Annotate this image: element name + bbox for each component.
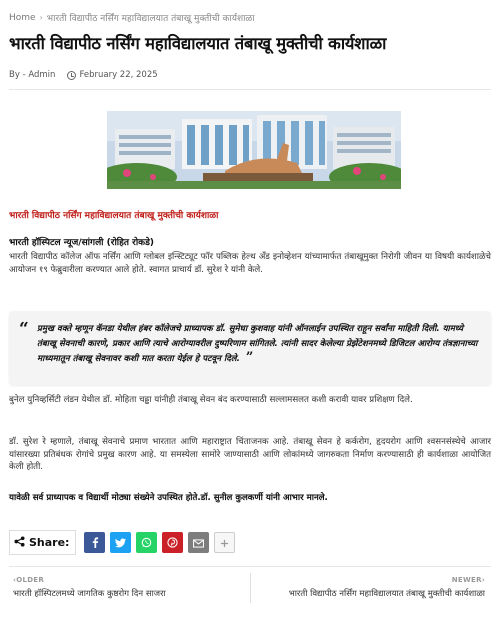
share-facebook-button[interactable] — [84, 532, 105, 553]
featured-image — [107, 111, 401, 189]
post-nav-divider — [250, 573, 251, 603]
newer-label-text: NEWER — [451, 576, 482, 584]
article-paragraph: भारती विद्यापीठ कॉलेज ऑफ नर्सिंग आणि ग्लोबल इन्स्टिट्यूट फॉर पब्लिक हेल्थ अँड इनोव्हेशन यांच्यामार्फत तंबाखूमुक्त निरोगी जीवन या विषयी कार्यशाळेचे आयोजन १९ फेब्रुवारीला करण्यात आले होते. स्वागत प्राचार्य डॉ. सुरेश रे यांनी केले. — [9, 252, 491, 275]
share-pinterest-button[interactable] — [162, 532, 183, 553]
whatsapp-icon — [141, 533, 152, 552]
share-label-box — [9, 530, 76, 555]
pinterest-icon — [167, 533, 178, 552]
chevron-right-icon: › — [39, 13, 43, 22]
article-paragraph: डॉ. सुरेश रे म्हणाले, तंबाखू सेवनाचे प्रमाण भारतात आणि महाराष्ट्रात चिंताजनक आहे. तंबाखू सेवन हे कर्करोग, हृदयरोग आणि श्वसनसंस्थेचे आजार यांसारख्या प्रतिबंधक रोगांचे प्रमुख कारण आहे. या समस्येला सामोरे जाण्यासाठी आणि लोकांमध्ये जागरुकता निर्माण करण्यासाठी ही कार्यशाळा आयोजित केली होती. — [9, 437, 491, 472]
chevron-right-icon: › — [481, 576, 485, 584]
older-label-text: OLDER — [16, 576, 45, 584]
article-paragraph-closing: यावेळी सर्व प्राध्यापक व विद्यार्थी मोठ्या संख्येने उपस्थित होते.डॉ. सुनील कुलकर्णी यांनी आभार मानले. — [9, 493, 328, 503]
share-email-button[interactable] — [188, 532, 209, 553]
article-quote — [9, 311, 491, 385]
article-paragraph: बुनेल युनिव्हर्सिटी लंडन येथील डॉ. मोहिता चढ्ढा यांनीही तंबाखू सेवन बंद करण्यासाठी सल्लामसलत कशी करावी यावर प्रशिक्षण दिले. — [9, 395, 413, 405]
chevron-left-icon: ‹ — [13, 576, 17, 584]
email-icon — [193, 533, 204, 552]
post-nav-newer-label — [452, 576, 485, 584]
facebook-icon — [90, 533, 100, 552]
post-date: February 22, 2025 — [79, 70, 158, 80]
article-subheading: भारती विद्यापीठ नर्सिंग महाविद्यालयात तंबाखू मुक्तीची कार्यशाळा — [9, 211, 219, 221]
post-nav-older-label — [13, 576, 44, 584]
breadcrumb-home-link[interactable]: Home — [9, 12, 36, 23]
quote-close-icon: ” — [245, 350, 254, 365]
post-meta — [9, 70, 158, 80]
share-label: Share: — [29, 536, 70, 549]
share-icon — [14, 536, 25, 550]
quote-open-icon: “ — [19, 319, 29, 339]
post-author[interactable]: By - Admin — [9, 70, 56, 80]
page-title: भारती विद्यापीठ नर्सिंग महाविद्यालयात तंबाखू मुक्तीची कार्यशाळा — [9, 34, 387, 53]
share-twitter-button[interactable] — [110, 532, 131, 553]
twitter-icon — [115, 533, 126, 552]
share-whatsapp-button[interactable] — [136, 532, 157, 553]
divider — [9, 89, 491, 90]
share-more-button[interactable] — [214, 532, 235, 553]
breadcrumb-current: भारती विद्यापीठ नर्सिंग महाविद्यालयात तंबाखू मुक्तीची कार्यशाळा — [46, 14, 255, 24]
post-nav-newer-link[interactable]: भारती विद्यापीठ नर्सिंग महाविद्यालयात तंबाखू मुक्तीची कार्यशाळा — [288, 589, 485, 599]
clock-icon — [67, 71, 76, 80]
divider — [9, 566, 491, 567]
breadcrumb — [9, 11, 255, 24]
plus-icon — [220, 533, 229, 552]
quote-text — [37, 322, 483, 367]
share-bar — [9, 530, 240, 555]
post-nav-older-link[interactable]: भारती हॉस्पिटलमध्ये जागतिक कुष्ठरोग दिन साजरा — [13, 589, 166, 599]
article-byline: भारती हॉस्पिटल न्यूज/सांगली (रोहित रोकडे) — [9, 238, 154, 248]
quote-body: प्रमुख वक्ते म्हणून कॅनडा येथील हंबर कॉलेजचे प्राध्यापक डॉ. सुमेधा कुशवाह यांनी ऑनलाईन उपस्थित राहून सर्वांना माहिती दिली. यामध्ये तंबाखू सेवनाची कारणे, प्रकार आणि त्याचे आरोग्यावरील दुष्परिणाम सांगितले. त्यांनी सादर केलेल्या प्रेझेंटेशनमध्ये डिजिटल आरोग्य तंत्रज्ञानाच्या माध्यमातून तंबाखू सेवनावर कशी मात करता येईल हे पटवून दिले. — [37, 324, 478, 364]
